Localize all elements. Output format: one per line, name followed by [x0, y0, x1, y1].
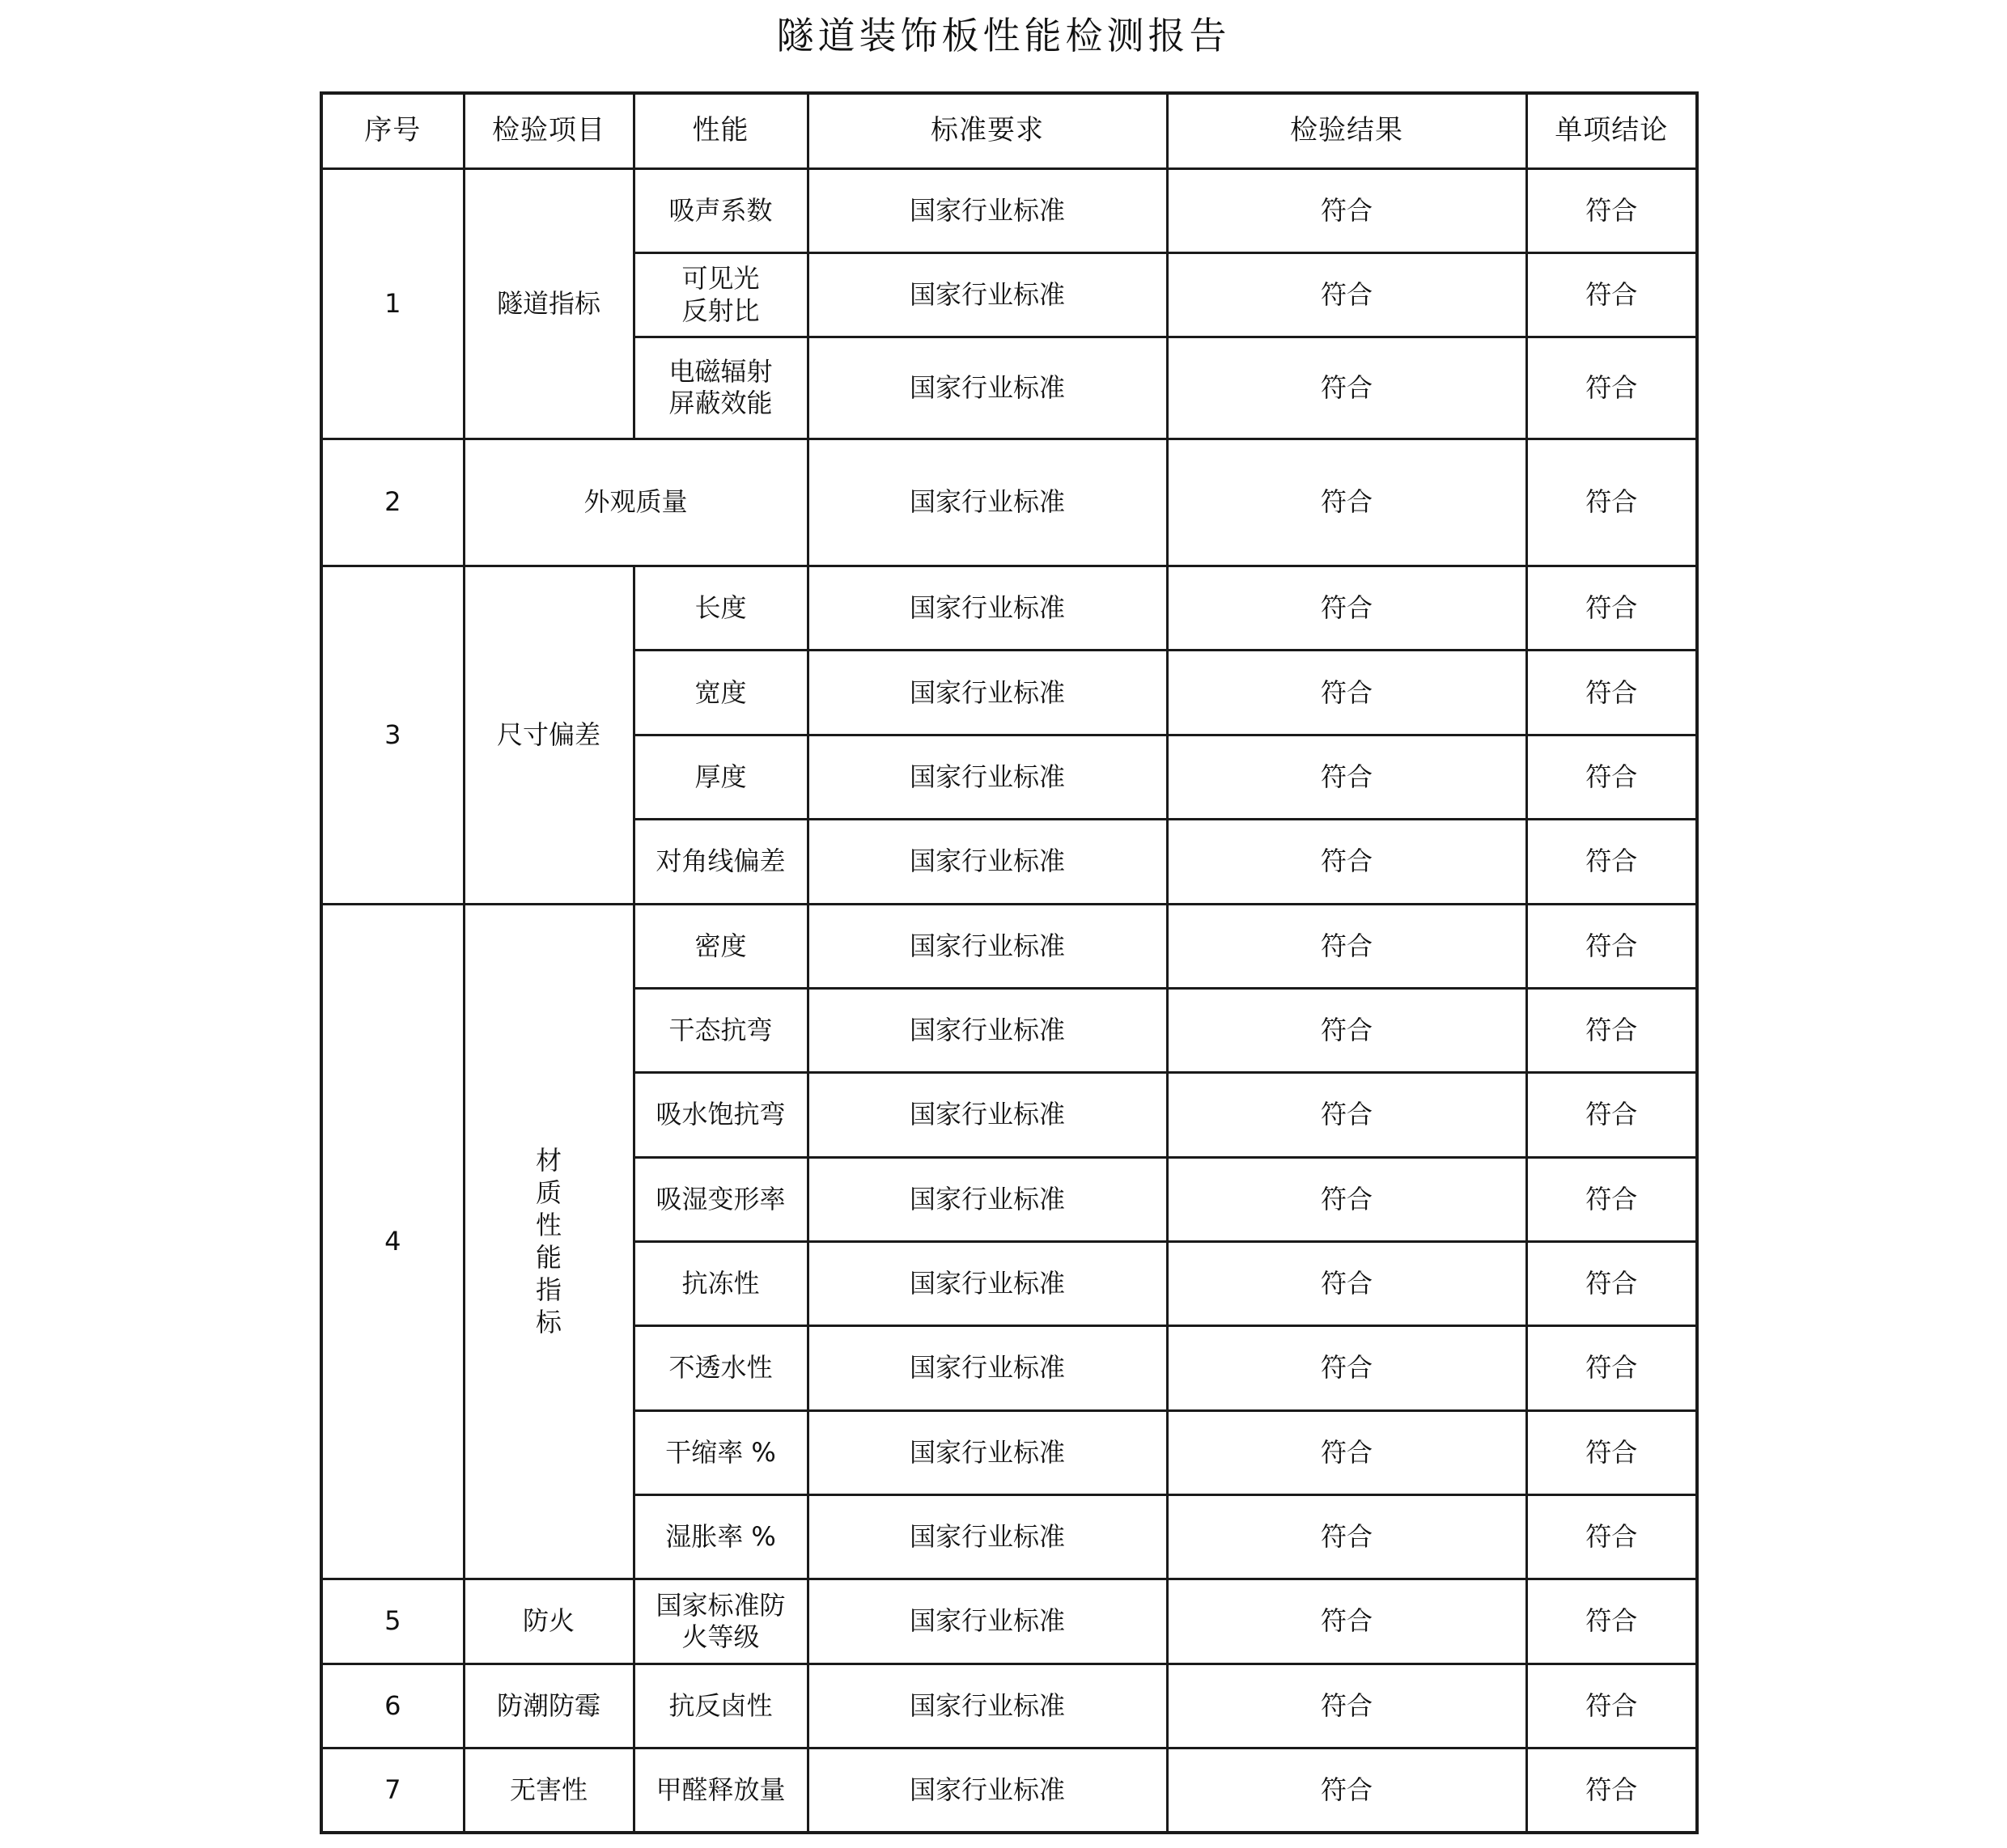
- report-title: 隧道装饰板性能检测报告: [776, 14, 1231, 57]
- group-item-cell: 防潮防霉: [464, 1664, 634, 1748]
- standard-cell: 国家行业标准: [808, 1748, 1167, 1833]
- standard-cell: 国家行业标准: [808, 439, 1167, 566]
- standard-cell: 国家行业标准: [808, 1579, 1167, 1664]
- conclusion-cell: 符合: [1526, 1579, 1697, 1664]
- standard-cell: 国家行业标准: [808, 1494, 1167, 1579]
- conclusion-cell: 符合: [1526, 252, 1697, 337]
- performance-cell: 抗冻性: [634, 1241, 808, 1325]
- performance-cell: 宽度: [634, 651, 808, 735]
- standard-cell: 国家行业标准: [808, 1664, 1167, 1748]
- group-no-cell: 2: [321, 439, 464, 566]
- performance-cell: 电磁辐射 屏蔽效能: [634, 337, 808, 439]
- performance-cell: 抗反卤性: [634, 1664, 808, 1748]
- group-item-cell: 外观质量: [464, 439, 808, 566]
- table-row: [321, 1664, 1697, 1748]
- result-cell: 符合: [1167, 1326, 1526, 1410]
- standard-cell: 国家行业标准: [808, 1157, 1167, 1241]
- conclusion-cell: 符合: [1526, 168, 1697, 252]
- performance-cell: 干缩率 %: [634, 1410, 808, 1494]
- header-row: [321, 93, 1697, 168]
- header-conclusion: 单项结论: [1526, 93, 1697, 168]
- result-cell: 符合: [1167, 820, 1526, 904]
- standard-cell: 国家行业标准: [808, 1073, 1167, 1157]
- conclusion-cell: 符合: [1526, 439, 1697, 566]
- result-cell: 符合: [1167, 735, 1526, 819]
- performance-cell: 甲醛释放量: [634, 1748, 808, 1833]
- standard-cell: 国家行业标准: [808, 168, 1167, 252]
- table-row: [321, 566, 1697, 651]
- standard-cell: 国家行业标准: [808, 1326, 1167, 1410]
- group-no-cell: 4: [321, 904, 464, 1579]
- header-standard: 标准要求: [808, 93, 1167, 168]
- standard-cell: 国家行业标准: [808, 566, 1167, 651]
- result-cell: 符合: [1167, 168, 1526, 252]
- group-no-cell: 7: [321, 1748, 464, 1833]
- performance-cell: 国家标准防 火等级: [634, 1579, 808, 1664]
- result-cell: 符合: [1167, 1748, 1526, 1833]
- result-cell: 符合: [1167, 252, 1526, 337]
- conclusion-cell: 符合: [1526, 1410, 1697, 1494]
- performance-cell: 干态抗弯: [634, 988, 808, 1072]
- conclusion-cell: 符合: [1526, 1157, 1697, 1241]
- group-no-cell: 6: [321, 1664, 464, 1748]
- result-cell: 符合: [1167, 1157, 1526, 1241]
- group-no-cell: 5: [321, 1579, 464, 1664]
- conclusion-cell: 符合: [1526, 904, 1697, 988]
- group-no-cell: 1: [321, 168, 464, 439]
- result-cell: 符合: [1167, 904, 1526, 988]
- group-item-cell: 防火: [464, 1579, 634, 1664]
- table-row: [321, 439, 1697, 566]
- performance-cell: 湿胀率 %: [634, 1494, 808, 1579]
- conclusion-cell: 符合: [1526, 1748, 1697, 1833]
- table-row: [321, 1748, 1697, 1833]
- standard-cell: 国家行业标准: [808, 1241, 1167, 1325]
- table-row: [321, 1579, 1697, 1664]
- header-performance: 性能: [634, 93, 808, 168]
- performance-cell: 密度: [634, 904, 808, 988]
- conclusion-cell: 符合: [1526, 735, 1697, 819]
- result-cell: 符合: [1167, 566, 1526, 651]
- performance-cell: 对角线偏差: [634, 820, 808, 904]
- conclusion-cell: 符合: [1526, 1326, 1697, 1410]
- group-item-vertical-label: 材质性能指标: [535, 1145, 562, 1338]
- result-cell: 符合: [1167, 1073, 1526, 1157]
- standard-cell: 国家行业标准: [808, 820, 1167, 904]
- group-item-cell: [464, 904, 634, 1579]
- standard-cell: 国家行业标准: [808, 651, 1167, 735]
- standard-cell: 国家行业标准: [808, 988, 1167, 1072]
- header-result: 检验结果: [1167, 93, 1526, 168]
- conclusion-cell: 符合: [1526, 566, 1697, 651]
- header-item: 检验项目: [464, 93, 634, 168]
- conclusion-cell: 符合: [1526, 820, 1697, 904]
- inspection-table: [320, 91, 1699, 1834]
- conclusion-cell: 符合: [1526, 337, 1697, 439]
- result-cell: 符合: [1167, 651, 1526, 735]
- header-no: 序号: [321, 93, 464, 168]
- performance-cell: 不透水性: [634, 1326, 808, 1410]
- standard-cell: 国家行业标准: [808, 1410, 1167, 1494]
- result-cell: 符合: [1167, 439, 1526, 566]
- group-item-cell: 隧道指标: [464, 168, 634, 439]
- standard-cell: 国家行业标准: [808, 904, 1167, 988]
- group-item-cell: 尺寸偏差: [464, 566, 634, 904]
- conclusion-cell: 符合: [1526, 1241, 1697, 1325]
- table-row: [321, 168, 1697, 252]
- result-cell: 符合: [1167, 1579, 1526, 1664]
- performance-cell: 长度: [634, 566, 808, 651]
- performance-cell: 吸水饱抗弯: [634, 1073, 808, 1157]
- result-cell: 符合: [1167, 1664, 1526, 1748]
- result-cell: 符合: [1167, 1494, 1526, 1579]
- conclusion-cell: 符合: [1526, 1664, 1697, 1748]
- standard-cell: 国家行业标准: [808, 252, 1167, 337]
- standard-cell: 国家行业标准: [808, 337, 1167, 439]
- result-cell: 符合: [1167, 1410, 1526, 1494]
- performance-cell: 吸声系数: [634, 168, 808, 252]
- result-cell: 符合: [1167, 1241, 1526, 1325]
- group-no-cell: 3: [321, 566, 464, 904]
- performance-cell: 可见光 反射比: [634, 252, 808, 337]
- result-cell: 符合: [1167, 988, 1526, 1072]
- conclusion-cell: 符合: [1526, 1494, 1697, 1579]
- table-row: [321, 904, 1697, 988]
- conclusion-cell: 符合: [1526, 1073, 1697, 1157]
- conclusion-cell: 符合: [1526, 651, 1697, 735]
- conclusion-cell: 符合: [1526, 988, 1697, 1072]
- performance-cell: 吸湿变形率: [634, 1157, 808, 1241]
- group-item-cell: 无害性: [464, 1748, 634, 1833]
- result-cell: 符合: [1167, 337, 1526, 439]
- performance-cell: 厚度: [634, 735, 808, 819]
- standard-cell: 国家行业标准: [808, 735, 1167, 819]
